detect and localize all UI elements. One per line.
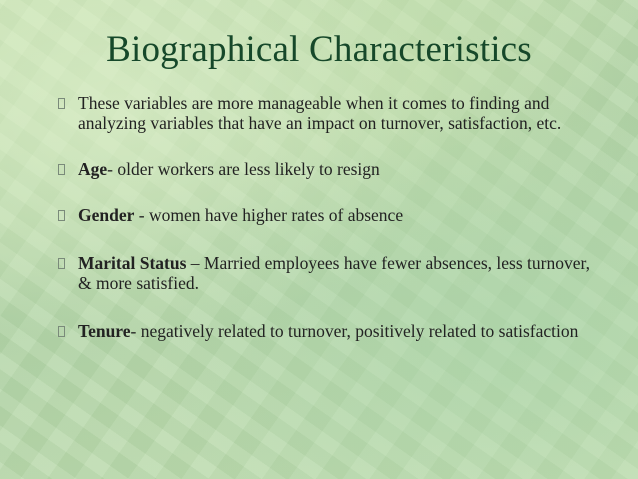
bullet-text: These variables are more manageable when it comes to finding and analyzing variables that have an impact on turnover, satisfaction, etc. bbox=[78, 93, 562, 133]
bullet-item bbox=[58, 93, 598, 133]
bullet-marker-icon bbox=[58, 258, 65, 269]
bullet-term: Gender bbox=[78, 205, 135, 225]
bullet-text: - older workers are less likely to resign bbox=[107, 159, 380, 179]
bullet-text: - women have higher rates of absence bbox=[134, 205, 404, 225]
bullet-term: Tenure bbox=[78, 321, 131, 341]
slide-title: Biographical Characteristics bbox=[106, 29, 532, 70]
bullet-item bbox=[58, 321, 598, 341]
bullet-list bbox=[58, 93, 598, 367]
bullet-text: - negatively related to turnover, positively related to satisfaction bbox=[130, 321, 579, 341]
bullet-item bbox=[58, 159, 598, 179]
bullet-item bbox=[58, 253, 598, 293]
bullet-text: – Married employees have fewer absences, less turnover, & more satisfied. bbox=[78, 253, 590, 293]
bullet-marker-icon bbox=[58, 164, 65, 175]
bullet-term: Marital Status bbox=[78, 253, 187, 273]
bullet-marker-icon bbox=[58, 210, 65, 221]
bullet-marker-icon bbox=[58, 98, 65, 109]
bullet-marker-icon bbox=[58, 326, 65, 337]
bullet-item bbox=[58, 205, 598, 225]
bullet-term: Age bbox=[78, 159, 108, 179]
